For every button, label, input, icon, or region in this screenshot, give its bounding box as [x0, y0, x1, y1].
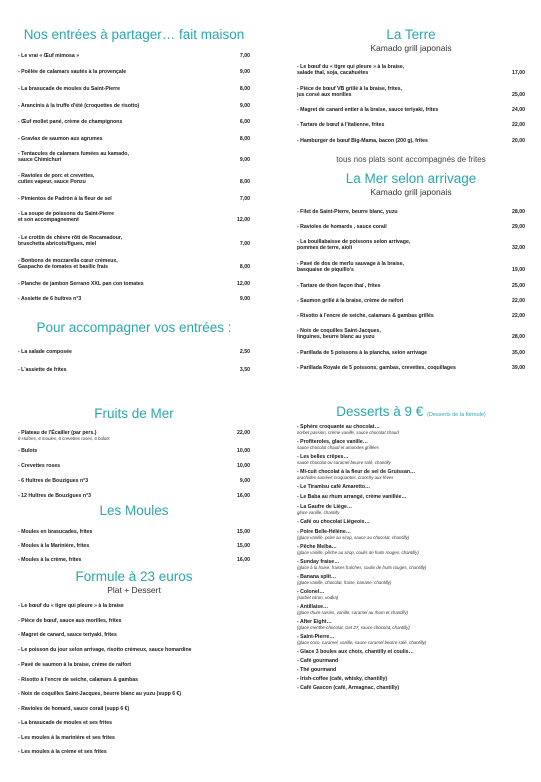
item-desc: glace vanille, chantilly [297, 510, 340, 515]
item-name: - Ravioles de porc et crevettes, cuites vapeur, sauce Ponzu [18, 173, 95, 186]
item-name: - Sunday fraise… [297, 559, 340, 565]
fruits-title: Fruits de Mer [94, 406, 174, 421]
item-name: - Saint-Pierre… [297, 634, 335, 640]
item-name: - Le bœuf du « tigre qui pleure » à la braise, salade thaï, soja, cacahuètes [297, 64, 405, 77]
item-name: - Risotto à l'encre de seiche, calamars & gambas [18, 677, 139, 683]
item-price: 24,00 [512, 107, 525, 113]
item-name: - Pavé de saumon à la braise, crème de raifort [18, 662, 132, 668]
item-price: 22,00 [237, 430, 250, 436]
item-desc: sauce chocolat chaud et amandes grillées [297, 445, 379, 450]
item-name: - Magret de canard, sauce teriyaki, frites [18, 632, 117, 638]
item-name: - Noix de coquilles Saint-Jacques, linguines, beurre blanc au yuzu [297, 328, 381, 341]
terre-subtitle: Kamado grill japonais [370, 43, 452, 53]
item-name: - Tartare de bœuf à l'italienne, frites [297, 122, 385, 128]
item-price: 28,00 [512, 334, 525, 340]
item-price: 29,00 [512, 224, 525, 230]
item-name: - Irish-coffee (café, whisky, chantilly) [297, 676, 388, 682]
item-name: - Pêche Melba… [297, 544, 337, 550]
item-name: - La brasucade de moules et ses frites [18, 720, 112, 726]
terre-note: tous nos plats sont accompagnés de frites [336, 155, 486, 164]
formule-section [18, 569, 250, 755]
item-price: 10,00 [237, 463, 250, 469]
item-name: - Le poisson du jour selon arrivage, risotto crémeux, sauce homardine [18, 647, 192, 653]
item-price: 8,00 [239, 136, 250, 142]
item-name: - Les belles crêpes… [297, 454, 349, 460]
item-price: 2,50 [239, 349, 250, 355]
item-desc: (glace vanille, pêche au sirop, coulis de fruits rouges, chantilly) [297, 550, 419, 555]
item-name: - Œuf mollet pané, crème de champignons [18, 119, 123, 125]
item-price: 19,00 [512, 267, 525, 273]
item-name: - Parillada de 5 poissons à la plancha, selon arrivage [297, 350, 428, 356]
item-name: - Magret de canard entier à la braise, sauce teriyaki, frites [297, 107, 439, 113]
item-desc: arachides sucrées croquantes, crunchy aux fèves [297, 475, 394, 480]
item-price: 39,00 [512, 365, 525, 371]
desserts-title [297, 404, 525, 419]
item-name: - Ravioles de homards , sauce corail [297, 224, 387, 230]
item-name: - Pièce de bœuf, sauce aux morilles, frites [18, 618, 122, 624]
item-name: - Ravioles de homard, sauce corail (supp 6 €) [18, 706, 130, 712]
item-price: 22,00 [512, 313, 525, 319]
item-name: - Les moules à la marinière et ses frites [18, 735, 115, 741]
item-name: - Crevettes roses [18, 463, 61, 469]
item-price: 7,00 [239, 53, 250, 59]
item-name: - Café gourmand [297, 658, 339, 664]
item-name: - After Eight… [297, 619, 332, 625]
item-price: 22,00 [512, 298, 525, 304]
item-name: - La brasucade de moules du Saint-Pierre [18, 86, 121, 92]
item-desc: (glace rhum-raisins, vanille, caramel au rhum et chantilly) [297, 610, 409, 615]
item-name: - Moules à la Marinière, frites [18, 543, 90, 549]
item-name: - Café Gascon (café, Armagnac, chantilly) [297, 685, 400, 691]
item-name: - Noix de coquilles Saint-Jacques, beurre blanc au yuzu (supp 6 €) [18, 691, 182, 697]
item-name: - Gravlax de saumon aux agrumes [18, 136, 103, 142]
formule-subtitle: Plat + Dessert [107, 585, 161, 595]
fruits-section [18, 406, 250, 499]
item-name: - Moules à la crème, frites [18, 557, 82, 563]
item-name: - Pavé de dos de merlu sauvage à la braise, basquaise de piquillo's [297, 261, 404, 274]
item-price: 3,50 [239, 367, 250, 373]
item-price: 16,00 [237, 493, 250, 499]
formule-title: Formule à 23 euros [75, 569, 193, 584]
item-name: - Les moules à la crème et ses frites [18, 749, 107, 755]
item-name: - Risotto à l'encre de seiche, calamars & gambas grillés [297, 313, 434, 319]
item-price: 28,00 [512, 209, 525, 215]
item-price: 9,00 [239, 296, 250, 302]
mer-subtitle: Kamado grill japonais [370, 187, 452, 197]
mer-title: La Mer selon arrivage [345, 171, 477, 186]
item-price: 22,00 [512, 122, 525, 128]
item-price: 25,00 [512, 283, 525, 289]
item-name: - La bouillabaisse de poissons selon arrivage, pommes de terre, aïoli [297, 239, 411, 252]
item-name: - Mi-cuit chocolat à la fleur de sel de Gruissan… [297, 469, 416, 475]
desserts-title-note: (Desserts de la formule) [427, 412, 486, 418]
entrees-section [18, 27, 250, 302]
terre-title: La Terre [386, 27, 436, 42]
terre-section [297, 27, 525, 164]
item-desc: (glace menthe-chocolat, Get 27, sauce chocolat, chantilly) [297, 625, 410, 630]
item-name: - 6 Huîtres de Bouzigues n°3 [18, 478, 89, 484]
item-name: - Filet de Saint-Pierre, beurre blanc, yuzu [297, 209, 398, 215]
moules-title: Les Moules [99, 503, 169, 518]
item-price: 20,00 [512, 138, 525, 144]
item-name: - Sphère croquante au chocolat… [297, 424, 380, 430]
item-price: 35,00 [512, 350, 525, 356]
item-desc: sauce chocolat ou caramel beurre salé, chantilly [297, 460, 391, 465]
item-name: - Le bœuf du « tigre qui pleure » à la braise [18, 603, 124, 609]
item-desc: (glace coco, caramel, vanille, sauce caramel beurre salé, chantilly) [297, 640, 427, 645]
item-price: 25,00 [512, 92, 525, 98]
item-name: - Thé gourmand [297, 667, 337, 673]
item-price: 9,00 [239, 69, 250, 75]
item-price: 17,00 [512, 70, 525, 76]
item-name: - Bonbons de mozzarella cœur crémeux, Gaspacho de tomates et basilic frais [18, 258, 118, 271]
item-name: - Hamburger de bœuf Big-Mama, bacon (200 g), frites [297, 138, 428, 144]
item-price: 12,00 [237, 281, 250, 287]
item-name: - Banana split… [297, 574, 337, 580]
item-price: 8,00 [239, 264, 250, 270]
accomp-section [18, 320, 250, 373]
item-name: - Assiette de 6 huîtres n°3 [18, 296, 82, 302]
item-name: - La Gaufre de Liège… [297, 504, 353, 510]
item-name: - Poire Belle-Hélène… [297, 529, 351, 535]
item-name: - Glace 3 boules aux choix, chantilly et coulis… [297, 649, 414, 655]
item-price: 9,00 [239, 478, 250, 484]
item-desc: sorbet passion, crème vanille, sauce chocolat chaud [297, 430, 399, 435]
item-price: 7,00 [239, 196, 250, 202]
entrees-title: Nos entrées à partager… fait maison [23, 27, 245, 42]
item-name: - Bulots [18, 448, 38, 454]
mer-section [297, 171, 525, 371]
item-price: 7,00 [239, 241, 250, 247]
item-name: - Le crottin de chèvre rôti de Rocamadour, bruschetta abricots/figues, miel [18, 235, 123, 248]
item-price: 9,00 [239, 103, 250, 109]
item-name: - Parillada Royale de 5 poissons, gambas, crevettes, coquillages [297, 365, 456, 371]
item-desc: (glace à la fraise, fraises fraîches, coulis de fruits rouges, chantilly) [297, 565, 427, 570]
item-desc: (sorbet citron, vodka) [297, 595, 339, 600]
accomp-title: Pour accompagner vos entrées : [36, 320, 232, 335]
item-name: - Poêlée de calamars sautés à la provençale [18, 69, 127, 75]
item-name: - Colonel… [297, 589, 325, 595]
item-name: - L'assiette de frites [18, 367, 67, 373]
item-price: 15,00 [237, 543, 250, 549]
item-price: 8,00 [239, 86, 250, 92]
item-price: 16,00 [237, 557, 250, 563]
item-name: - Café ou chocolat Liégeois… [297, 519, 370, 525]
item-price: 12,00 [237, 217, 250, 223]
item-name: - Plateau de l'Écailler (par pers.) [18, 430, 97, 436]
item-name: - Le Baba au rhum arrangé, crème vanillée… [297, 494, 407, 500]
desserts-title-text: Desserts à 9 € [336, 404, 424, 419]
item-name: - Tentacules de calamars fumées au kamado, sauce Chimichuri [18, 151, 129, 164]
item-name: - Antillaise… [297, 604, 329, 610]
item-desc: (glace vanille, chocolat, fraise, banane, chantilly) [297, 580, 392, 585]
item-price: 6,00 [239, 119, 250, 125]
item-desc: 6 Huîtres, 6 moules, 6 crevettes roses, 6 bulots [18, 436, 110, 441]
item-name: - Le vrai « Œuf mimosa » [18, 53, 80, 59]
item-price: 8,00 [239, 179, 250, 185]
item-price: 32,00 [512, 245, 525, 251]
item-name: - Planche de jambon Serrano XXL pan con tomates [18, 281, 144, 287]
item-price: 15,00 [237, 529, 250, 535]
item-name: - Pimientos de Padrón à la fleur de sel [18, 196, 112, 202]
item-name: - Arancinis à la truffe d'été (croquettes de risotto) [18, 103, 140, 109]
item-name: - Moules en brasucades, frites [18, 529, 93, 535]
item-price: 10,00 [237, 448, 250, 454]
item-name: - Pièce de bœuf VB grillé à la braise, frites, jus corsé aux morilles [297, 86, 402, 99]
item-price: 9,00 [239, 157, 250, 163]
item-name: - Profiteroles, glace vanille… [297, 439, 368, 445]
item-name: - Le Tiramisu café Amaretto… [297, 484, 371, 490]
item-name: - Saumon grillé à la braise, crème de raifort [297, 298, 404, 304]
moules-section [18, 503, 250, 563]
item-name: - Tartare de thon façon thaï , frites [297, 283, 381, 289]
item-name: - 12 Huîtres de Bouzigues n°3 [18, 493, 91, 499]
desserts-section [297, 404, 525, 691]
item-name: - La salade composée [18, 349, 72, 355]
item-desc: (glace vanille, poire au sirop, sauce au chocolat, chantilly) [297, 535, 410, 540]
item-name: - La soupe de poissons du Saint-Pierre et son accompagnement [18, 211, 114, 224]
